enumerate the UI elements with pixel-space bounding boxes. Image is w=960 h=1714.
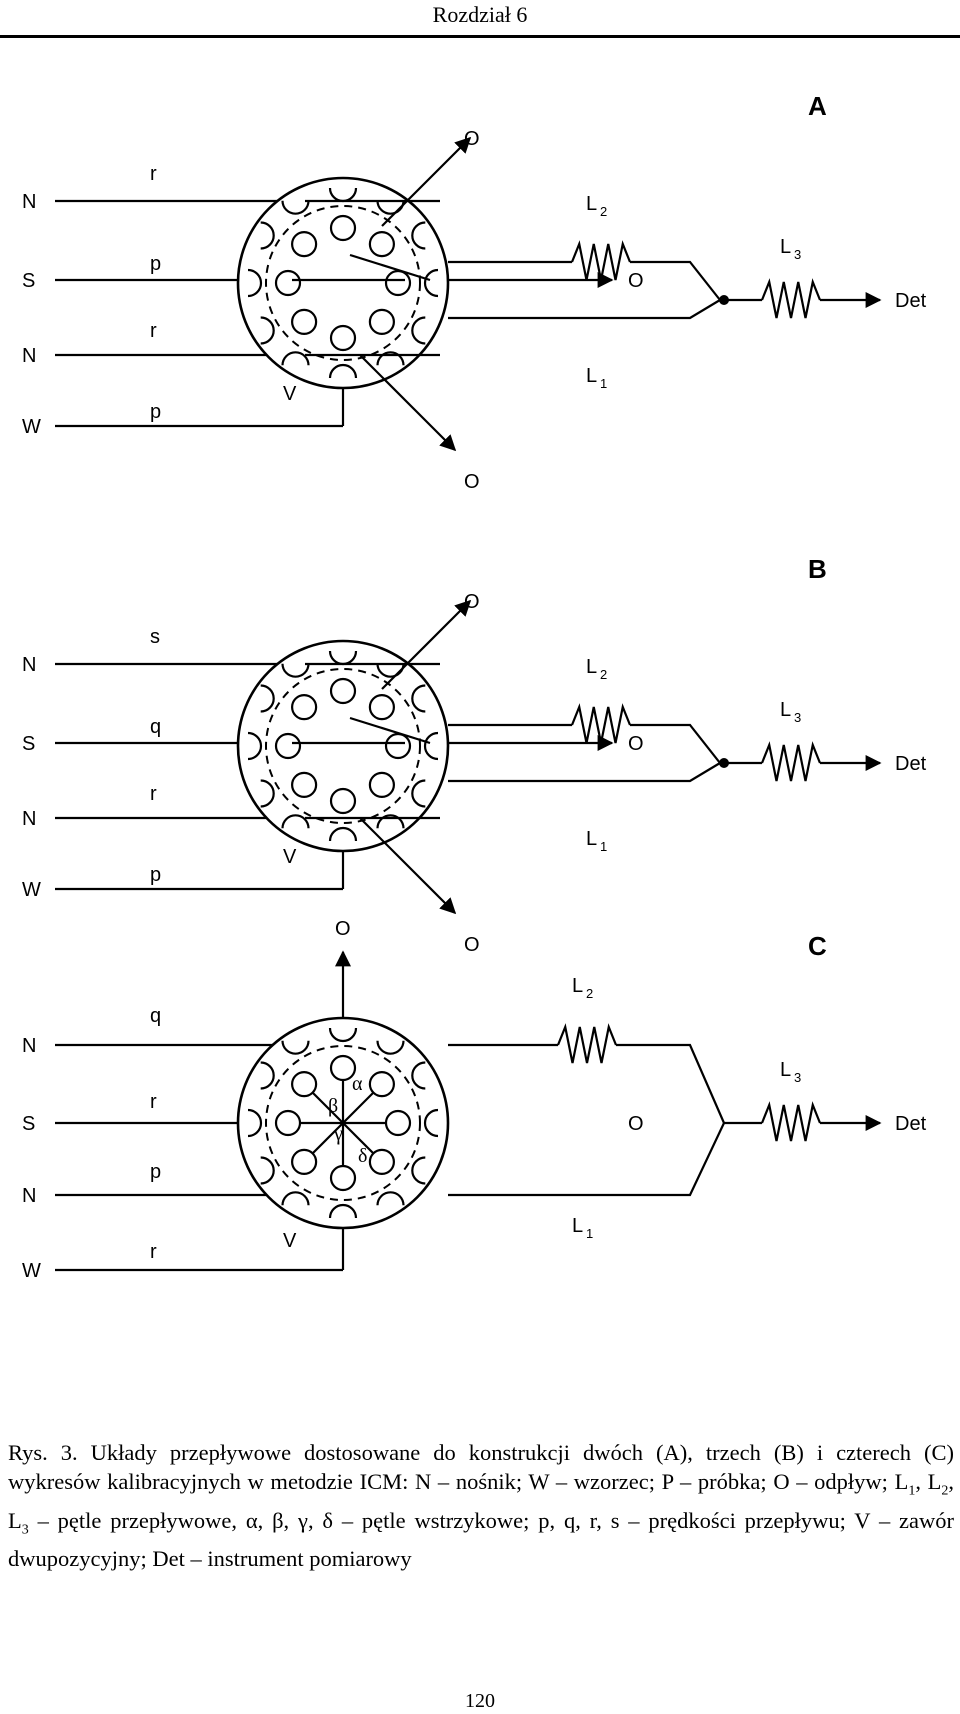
stream-label-0: N [22,654,37,676]
stream-label-0: N [22,1035,37,1057]
injection-loop-label-1: β [328,1095,339,1117]
valve-body [238,641,448,851]
caption-text-3: , L [8,1469,954,1533]
outlet-top-arrow [382,601,470,689]
loop-bottom-label-sub: 1 [600,376,608,391]
stream-label-1: S [22,270,36,292]
outlet-mid-label: O [628,733,644,755]
loop-right-label-sub: 3 [794,710,802,725]
flow-rate-label-3: r [150,1241,157,1263]
rotor-port [292,310,316,334]
stream-label-0: N [22,191,37,213]
rotor-port [370,310,394,334]
loop-right-label-base: L [780,1059,792,1081]
flow-rate-label-1: r [150,1091,157,1113]
rotor-port [292,773,316,797]
loop-bottom-label-sub: 1 [586,1226,594,1241]
loop-bottom-label-sub: 1 [600,839,608,854]
rotor-port [292,695,316,719]
rotor-port [292,1150,316,1174]
rotor-port [331,789,355,813]
stream-label-2: N [22,808,37,830]
panel-title: B [808,554,827,584]
stream-label-1: S [22,733,36,755]
loop-bottom-line [448,1123,724,1195]
caption-text-4: – pętle przepływowe, α, β, γ, δ – pętle wstrzykowe; p, q, r, s – prędkości przepływu; V – zawór dwupozycyjny; Det – instrument pomiarowy [8,1507,954,1571]
caption-sub-3: 3 [21,1522,29,1537]
loop-right-label-base: L [780,699,792,721]
outlet-mid-label: O [628,270,644,292]
injection-loop-label-0: α [352,1073,363,1095]
flow-rate-label-2: r [150,320,157,342]
rotor-port [386,734,410,758]
loop-right-resistor [762,1105,820,1141]
rotor-port [331,326,355,350]
panel-a [22,91,927,493]
loop-right-label-sub: 3 [794,1070,802,1085]
loop-top-label-sub: 2 [600,667,608,682]
loop-top-label-base: L [586,656,598,678]
stream-label-3: W [22,1260,41,1282]
rotor-port [331,216,355,240]
loop-bottom-line [448,763,720,781]
flow-rate-label-3: p [150,401,162,423]
loop-top-resistor [558,1027,616,1063]
injection-loop-label-2: γ [334,1123,343,1145]
loop-bottom-line [448,300,720,318]
loop-top-label-base: L [586,193,598,215]
rotor-port [370,773,394,797]
outlet-top-arrow [382,138,470,226]
flow-rate-label-0: s [150,626,160,648]
outlet-mid-label: O [628,1113,644,1135]
outlet-top-label: O [464,591,480,613]
loop-top-label-sub: 2 [586,986,594,1001]
page-number: 120 [465,1690,495,1712]
rotor-port [331,679,355,703]
loop-right-resistor [762,745,820,781]
rotor-port [370,1150,394,1174]
panel-title: C [808,931,827,961]
valve-label: V [283,846,297,868]
outlet-bottom-arrow [360,818,455,913]
flow-rate-label-1: q [150,716,162,738]
detector-label: Det [895,753,927,775]
caption-text-2: , L [915,1469,942,1494]
loop-top-label-base: L [572,975,584,997]
panel-c [22,918,927,1282]
loop-bottom-label-base: L [586,365,598,387]
injection-loop-label-3: δ [358,1145,368,1167]
detector-label: Det [895,290,927,312]
loop-bottom-label-base: L [586,828,598,850]
loop-top-label-sub: 2 [600,204,608,219]
rotor-port [386,1111,410,1135]
panel-b [22,554,927,956]
detector-label: Det [895,1113,927,1135]
rotor-port [276,271,300,295]
loop-top-resistor [572,707,630,743]
loop-top-return [616,1045,724,1123]
rotor-port [292,1072,316,1096]
flow-rate-label-0: q [150,1005,162,1027]
loop-right-resistor [762,282,820,318]
loop-bottom-label-base: L [572,1215,584,1237]
stream-label-3: W [22,879,41,901]
rotor-port [276,1111,300,1135]
loop-right-label-base: L [780,236,792,258]
flow-rate-label-2: r [150,783,157,805]
valve-label: V [283,1230,297,1252]
rotor-port [370,695,394,719]
outlet-top-label: O [335,918,351,940]
stream-label-3: W [22,416,41,438]
outlet-bottom-label: O [464,934,480,956]
running-head: Rozdział 6 [432,2,528,27]
flow-rate-label-3: p [150,864,162,886]
outlet-bottom-label: O [464,471,480,493]
outlet-top-label: O [464,128,480,150]
figure-caption [8,1438,954,1573]
loop-top-resistor [572,244,630,280]
flow-rate-label-1: p [150,253,162,275]
caption-sub-1: 1 [908,1483,916,1499]
caption-text-1: Rys. 3. Układy przepływowe dostosowane do konstrukcji dwóch (A), trzech (B) i czterech (C) wykresów kalibracyjnych w metodzie ICM: N – nośnik; W – wzorzec; P – próbka; O – odpływ; L [8,1440,954,1494]
rotor-port [370,1072,394,1096]
rotor-port [370,232,394,256]
valve-label: V [283,383,297,405]
caption-sub-2: 2 [941,1483,949,1499]
stream-label-2: N [22,1185,37,1207]
stream-label-2: N [22,345,37,367]
stream-label-1: S [22,1113,36,1135]
flow-rate-label-0: r [150,163,157,185]
rotor-port [276,734,300,758]
rotor-port [331,1166,355,1190]
panel-title: A [808,91,827,121]
loop-right-label-sub: 3 [794,247,802,262]
flow-rate-label-2: p [150,1161,162,1183]
rotor-port [386,271,410,295]
rotor-port [292,232,316,256]
outlet-bottom-arrow [360,355,455,450]
valve-body [238,178,448,388]
